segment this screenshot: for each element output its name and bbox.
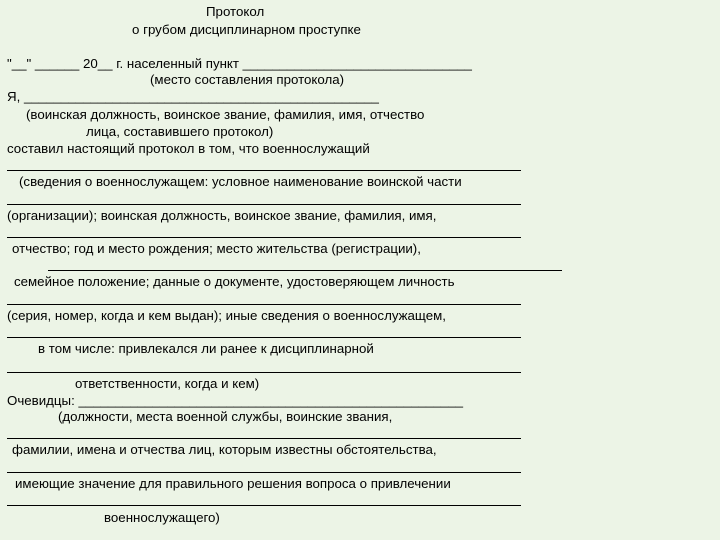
blank-line-1 (7, 170, 521, 171)
blank-line-10 (7, 505, 521, 506)
blank-line-9 (7, 472, 521, 473)
subject-hint-3: отчество; год и место рождения; место жительства (регистрации), (12, 241, 421, 256)
blank-line-5 (7, 304, 521, 305)
blank-line-4 (48, 270, 562, 271)
witness-hint-1: (должности, места военной службы, воинские звания, (58, 409, 393, 424)
author-line: Я, ________________________________________________ (7, 89, 379, 104)
subject-hint-5: (серия, номер, когда и кем выдан); иные сведения о военнослужащем, (7, 308, 446, 323)
witnesses-line: Очевидцы: ____________________________________________________ (7, 393, 464, 408)
blank-line-8 (7, 438, 521, 439)
author-hint-2: лица, составившего протокол) (86, 124, 274, 139)
blank-line-7 (7, 372, 521, 373)
witness-hint-3: имеющие значение для правильного решения вопроса о привлечении (15, 476, 451, 491)
statement-line: составил настоящий протокол в том, что военнослужащий (7, 141, 370, 156)
subject-hint-1: (сведения о военнослужащем: условное наименование воинской части (19, 174, 462, 189)
witness-hint-4: военнослужащего) (104, 510, 220, 525)
author-hint-1: (воинская должность, воинское звание, фамилия, имя, отчество (26, 107, 425, 122)
subject-hint-2: (организации); воинская должность, воинское звание, фамилия, имя, (7, 208, 437, 223)
blank-line-3 (7, 237, 521, 238)
witness-hint-2: фамилии, имена и отчества лиц, которым известны обстоятельства, (12, 442, 437, 457)
blank-line-6 (7, 337, 521, 338)
subject-hint-4: семейное положение; данные о документе, удостоверяющем личность (14, 274, 455, 289)
place-hint: (место составления протокола) (150, 72, 345, 87)
doc-title-line2: о грубом дисциплинарном проступке (132, 22, 361, 37)
subject-hint-6: в том числе: привлекался ли ранее к дисциплинарной (38, 341, 374, 356)
doc-title-line1: Протокол (206, 4, 265, 19)
subject-hint-7: ответственности, когда и кем) (75, 376, 260, 391)
date-place-line: "__" ______ 20__ г. населенный пункт _______________________________ (7, 56, 472, 71)
blank-line-2 (7, 204, 521, 205)
